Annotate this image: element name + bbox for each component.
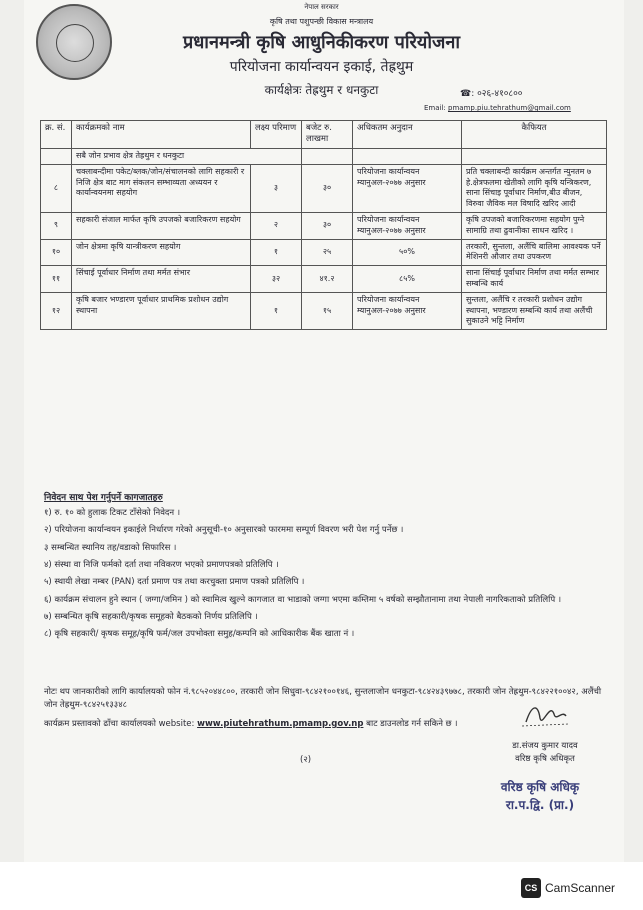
- documents-heading: निवेदन साथ पेश गर्नुपर्ने कागजातहरु: [44, 493, 163, 503]
- table-row: [41, 292, 607, 329]
- row-remarks: तरकारी, सुन्तला, अलैंचि बालिमा आवश्यक पर्ने मेशिनरी औजार तथा उपकरण: [462, 239, 607, 266]
- table-row: [41, 212, 607, 239]
- row-budget: ३०: [302, 212, 353, 239]
- table-section-row: [41, 148, 607, 164]
- stamp-line-2: रा.प.द्वि. (प्रा.): [505, 798, 575, 812]
- header-unit: परियोजना कार्यान्वयन इकाई, तेह्रथुम: [229, 59, 414, 75]
- header-work-area: कार्यक्षेत्रः तेह्रथुम र धनकुटा: [264, 83, 379, 97]
- row-name: सहकारी संजाल मार्फत कृषि उपजको बजारिकरण सहयोग: [72, 212, 251, 239]
- row-budget: १५: [302, 292, 353, 329]
- section-label: सबै जोन प्रभाव क्षेत्र तेह्रथुम र धनकुटा: [72, 148, 302, 164]
- col-remarks: कैफियत: [462, 121, 607, 149]
- signature-image: [520, 700, 570, 730]
- col-max-grant: अधिकतम अनुदान: [353, 121, 462, 149]
- table-header-row: [41, 121, 607, 149]
- row-target: १: [251, 239, 302, 266]
- row-target: १: [251, 292, 302, 329]
- camscanner-logo-icon: CS: [521, 878, 541, 898]
- signatory-name: डा.संजय कुमार यादव: [512, 741, 578, 751]
- camscanner-text: CamScanner: [545, 881, 616, 895]
- contact-note: नोटः थप जानकारीको लागि कार्यालयको फोन नं.९८५२०४४८००, तरकारी जोन सिधुवा-९८४२१००१४६, सुन्तलाजोन धनकुटा-९८४२४३९७७८, तरकारी जोन तेह्रथुम-९८४२२१००४२, अलैंची जोन तेह्रथुम-९८४२५१३३४८: [44, 687, 602, 711]
- page-number: (२): [300, 755, 312, 765]
- table-row: [41, 164, 607, 212]
- signatory-title: वरिष्ठ कृषि अधिकृत: [515, 753, 575, 764]
- header-project: प्रधानमन्त्री कृषि आधुनिकीकरण परियोजना: [182, 32, 461, 53]
- website-link[interactable]: www.piutehrathum.pmamp.gov.np: [197, 719, 364, 729]
- row-target: ३: [251, 164, 302, 212]
- camscanner-watermark: [521, 878, 615, 898]
- row-grant: ५०%: [353, 239, 462, 266]
- row-remarks: प्रति चक्लाबन्दी कार्यक्रम अन्तर्गत न्युनतम ७ हे.क्षेत्रफलमा खेतीको लागि कृषि यन्त्रिकरण, साना सिंचाइ पूर्वाधार निर्माण,बीउ बीजन, विरुवा जैविक मल विषादि खरिद आदी: [462, 164, 607, 212]
- email-label: Email:: [424, 104, 446, 112]
- required-documents: [44, 490, 604, 646]
- header-government: नेपाल सरकार: [304, 3, 339, 11]
- website-suffix: बाट डाउनलोड गर्न सकिने छ ।: [363, 719, 458, 729]
- list-item: ५) स्थायी लेखा नम्बर (PAN) दर्ता प्रमाण पत्र तथा करचुक्ता प्रमाण पत्रको प्रतिलिपि ।: [44, 577, 305, 588]
- row-sn: १२: [41, 292, 72, 329]
- row-target: ३२: [251, 266, 302, 293]
- stamp-line-1: वरिष्ठ कृषि अधिकृ: [500, 780, 580, 794]
- col-program-name: कार्यक्रमको नाम: [72, 121, 251, 149]
- website-prefix: कार्यक्रम प्रस्तावको ढाँचा कार्यालयको website:: [44, 719, 198, 729]
- header-ministry: कृषि तथा पशुपन्छी विकास मन्त्रालय: [269, 17, 374, 26]
- row-name: कृषि बजार भण्डारण पूर्वाधार प्राथमिक प्रशोधन उद्योग स्थापना: [72, 292, 251, 329]
- list-item: ६) कार्यक्रम संचालन हुने स्थान ( जग्गा/जमिन ) को स्वामित्व खुल्ने कागजात वा भाडाको जग्गा भएमा कम्तिमा ५ वर्षको सम्झौतानामा तथा नेपाली नागरिकताको प्रतिलिपि ।: [44, 594, 562, 605]
- row-remarks: सुन्तला, अलैंचि र तरकारी प्रशोधन उद्योग स्थापना, भण्डारण सम्बन्धि कार्य तथा अलैंची सुकाउने भट्टि निर्माण: [462, 292, 607, 329]
- official-stamp: [470, 778, 610, 814]
- list-item: ८) कृषि सहकारी/ कृषक समूह/कृषि फर्म/जल उपभोक्ता समुह/कम्पनि को आधिकारीक बैंक खाता नं ।: [44, 629, 355, 640]
- header-phone: ☎: ०२६-४१०८००: [460, 89, 523, 99]
- row-name: चक्लाबन्दीमा पकेट/ब्लक/जोन/संचालनको लागि सहकारी र निजि क्षेत्र बाट माग संकलन सम्भाव्यता अध्ययन र कार्यान्वयनमा सहयोग: [72, 164, 251, 212]
- row-grant: परियोजना कार्यान्वयन म्यानुअल-२०७७ अनुसार: [353, 212, 462, 239]
- program-table: [40, 120, 607, 330]
- row-budget: २५: [302, 239, 353, 266]
- row-remarks: साना सिंचाई पूर्वाधार निर्माण तथा मर्मत सम्भार सम्बन्धि कार्य: [462, 266, 607, 293]
- signatory-block: [480, 740, 610, 766]
- list-item: ३ सम्बन्धित स्थानिय तह/वडाको सिफारिस ।: [44, 542, 177, 553]
- row-remarks: कृषि उपजको बजारिकरणमा सहयोग पुग्ने सामाग्रि तथा ढुवानीका साधन खरिद ।: [462, 212, 607, 239]
- col-budget: बजेट रु. लाखमा: [302, 121, 353, 149]
- row-name: जोन क्षेत्रमा कृषि यान्त्रीकरण सहयोग: [72, 239, 251, 266]
- row-sn: १०: [41, 239, 72, 266]
- email-address: pmamp.piu.tehrathum@gmail.com: [448, 104, 571, 112]
- documents-list: [44, 507, 604, 641]
- col-sn: क्र. सं.: [41, 121, 72, 149]
- row-sn: ९: [41, 212, 72, 239]
- list-item: १) रु. १० को हुलाक टिकट टाँसेको निवेदन ।: [44, 508, 181, 518]
- row-grant: परियोजना कार्यान्वयन म्यानुअल-२०७७ अनुसार: [353, 164, 462, 212]
- row-name: सिंचाई पूर्वाधार निर्माण तथा मर्मत संभार: [72, 266, 251, 293]
- table-row: [41, 266, 607, 293]
- row-sn: ११: [41, 266, 72, 293]
- col-target: लक्ष्य परिमाण: [251, 121, 302, 149]
- row-target: २: [251, 212, 302, 239]
- list-item: ७) सम्बन्धित कृषि सहकारी/कृषक समूहको बैठकको निर्णय प्रतिलिपि ।: [44, 611, 258, 622]
- row-budget: ३०: [302, 164, 353, 212]
- row-sn: ८: [41, 164, 72, 212]
- list-item: २) परियोजना कार्यान्वयन इकाईले निर्धारण गरेको अनुसूची-१० अनुसारको फारममा सम्पूर्ण विवरण भरी पेश गर्नु पर्नेछ ।: [44, 525, 404, 536]
- header-email: [424, 104, 571, 112]
- row-budget: ४१.२: [302, 266, 353, 293]
- table-row: [41, 239, 607, 266]
- row-grant: ८५%: [353, 266, 462, 293]
- row-grant: परियोजना कार्यान्वयन म्यानुअल-२०७७ अनुसार: [353, 292, 462, 329]
- list-item: ४) संस्था वा निजि फर्मको दर्ता तथा नविकरण भएको प्रमाणपत्रको प्रतिलिपि ।: [44, 559, 279, 570]
- website-line: [44, 718, 534, 729]
